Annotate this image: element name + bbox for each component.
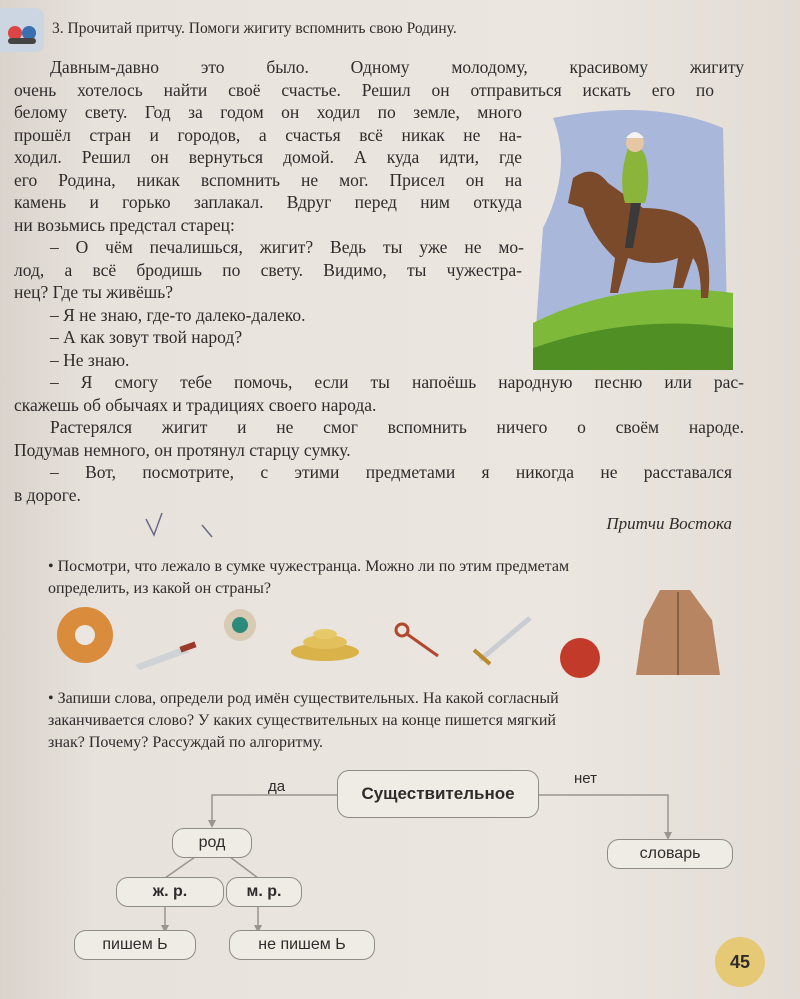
masculine-node: м. р. [226, 877, 302, 907]
task-title: 3. Прочитай притчу. Помоги жигиту вспомнить свою Родину. [52, 20, 457, 37]
noun-node: Существительное [337, 770, 539, 818]
sword-icon [474, 618, 530, 664]
question-line: знак? Почему? Рассуждай по алгоритму. [48, 734, 324, 751]
story-line: – Не знаю. [50, 349, 130, 370]
coins-icon [291, 629, 359, 661]
jewelry-icon [224, 609, 256, 641]
feminine-node: ж. р. [116, 877, 224, 907]
story-line: Растерялся жигит и не смог вспомнить ничего о своём народе. [50, 417, 744, 437]
story-line: ни возьмись предстал старец: [14, 214, 235, 235]
story-line: камень и горько заплакал. Вдруг перед ним откуда [14, 192, 522, 212]
story-line: ходил. Решил он вернуться домой. А куда идти, где [14, 147, 522, 167]
question-line: определить, из какой он страны? [48, 580, 271, 597]
knife-icon [135, 641, 197, 670]
no-soft-sign-node: не пишем Ь [229, 930, 375, 960]
story-line: – Я смогу тебе помочь, если ты напоёшь народную песню или рас- [50, 372, 744, 392]
story-line: его Родина, никак вспомнить не мог. Присел он на [14, 169, 522, 190]
story-line: Давным-давно это было. Одному молодому, красивому жигиту [50, 57, 744, 77]
story-line: скажешь об обычаях и традициях своего народа. [14, 394, 377, 415]
ball-icon [560, 638, 600, 678]
story-line: – А как зовут твой народ? [50, 327, 243, 347]
yes-label: да [268, 778, 286, 795]
bread-ring-icon [57, 607, 113, 663]
bag-items-row [40, 580, 740, 680]
story-line: белому свету. Год за годом он ходил по земле, много [14, 102, 522, 122]
write-soft-sign-node: пишем Ь [74, 930, 196, 960]
story-line: – О чём печалишься, жигит? Ведь ты уже не мо- [50, 237, 524, 257]
rider-on-horse-illustration [533, 108, 733, 370]
story-line: очень хотелось найти своё счастье. Решил он отправиться искать его по [14, 79, 714, 100]
story-line: – Вот, посмотрите, с этими предметами я никогда не расставался [50, 462, 732, 482]
story-line: лод, а всё бродишь по свету. Видимо, ты чужестра- [14, 259, 522, 280]
no-label: нет [574, 770, 597, 787]
question-line: • Запиши слова, определи род имён существительных. На какой согласный [48, 690, 559, 707]
story-line: прошёл стран и городов, а счастья всё никак не на- [14, 124, 522, 145]
question-line: • Посмотри, что лежало в сумке чужестранца. Можно ли по этим предметам [48, 558, 570, 575]
story-line: нец? Где ты живёшь? [14, 282, 173, 302]
pencil-checkmarks [140, 505, 220, 545]
coat-icon [636, 590, 720, 675]
story-line: Подумав немного, он протянул старцу сумку. [14, 439, 351, 460]
page-number: 45 [715, 937, 765, 987]
story-line: – Я не знаю, где-то далеко-далеко. [50, 304, 306, 325]
story-attribution: Притчи Востока [606, 514, 732, 533]
gender-node: род [172, 828, 252, 858]
dictionary-node: словарь [607, 839, 733, 869]
question-line: заканчивается слово? У каких существительных на конце пишется мягкий [48, 712, 556, 729]
key-icon [396, 624, 438, 656]
pair-work-icon [4, 24, 40, 44]
story-line: в дороге. [14, 484, 81, 505]
